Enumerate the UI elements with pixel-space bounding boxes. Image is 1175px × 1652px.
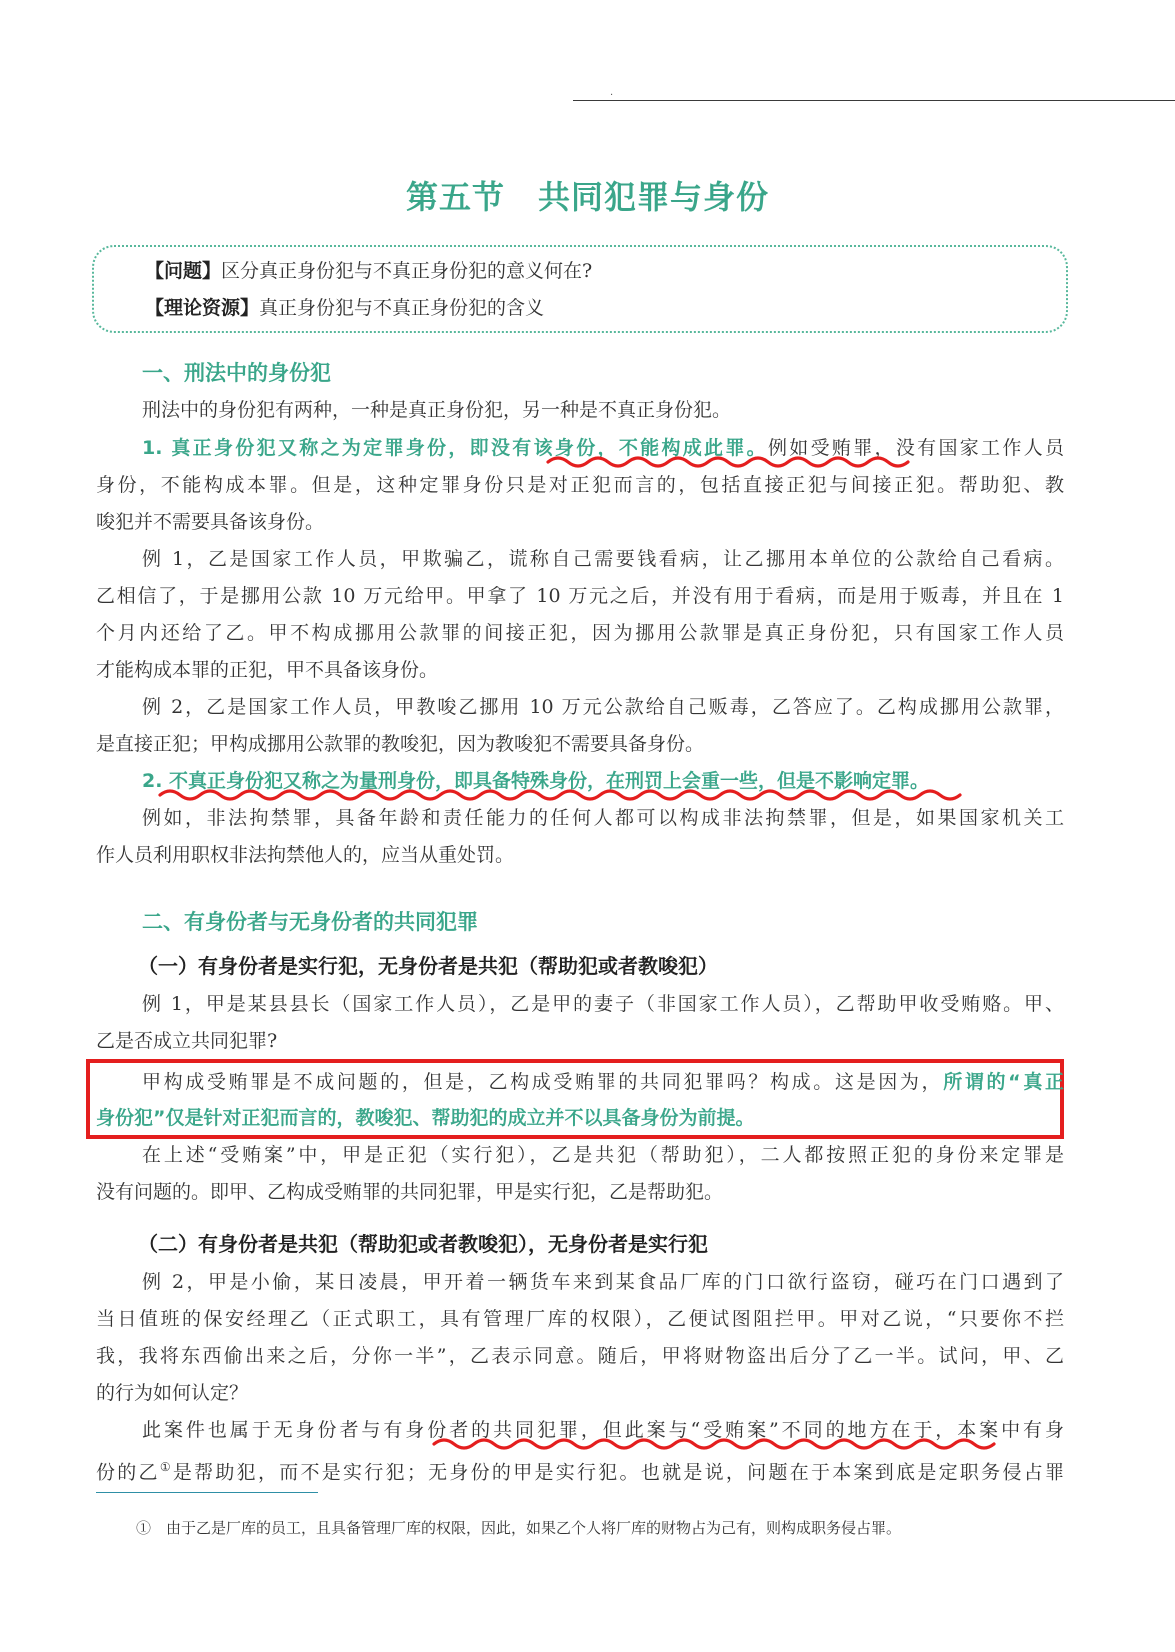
question-line [145,256,592,283]
point1-line3: 唆犯并不需要具备该身份。 [96,511,325,533]
para3-line2: 没有问题的。即甲、乙构成受贿罪的共同犯罪，甲是实行犯，乙是帮助犯。 [96,1181,724,1203]
point1-line2: 身份，不能构成本罪。但是，这种定罪身份只是对正犯而言的，包括直接正犯与间接正犯。帮助犯、教 [96,474,1064,496]
ex1-line1: 例 1，乙是国家工作人员，甲欺骗乙，谎称自己需要钱看病，让乙挪用本单位的公款给自己看病。 [142,548,1064,570]
section1-intro: 刑法中的身份犯有两种，一种是真正身份犯，另一种是不真正身份犯。 [142,399,732,421]
ex2-line2: 是直接正犯；甲构成挪用公款罪的教唆犯，因为教唆犯不需要具备身份。 [96,733,705,755]
point2-ex-line2: 作人员利用职权非法拘禁他人的，应当从重处罚。 [96,844,515,866]
resource-line [145,293,544,320]
question-label: 【问题】 [145,260,222,282]
s2-ex2-line1: 例 2，甲是小偷，某日凌晨，甲开着一辆货车来到某食品厂库的门口欲行盗窃，碰巧在门口遇到了 [142,1271,1064,1293]
final-line1: 此案件也属于无身份者与有身份者的共同犯罪，但此案与“受贿案”不同的地方在于，本案中有身 [142,1419,1064,1441]
answer-black: 甲构成受贿罪是不成问题的，但是，乙构成受贿罪的共同犯罪吗？构成。这是因为， [142,1071,944,1093]
answer-green2: 身份犯”仅是针对正犯而言的，教唆犯、帮助犯的成立并不以具备身份为前提。 [96,1107,755,1129]
ex1-line3: 个月内还给了乙。甲不构成挪用公款罪的间接正犯，因为挪用公款罪是真正身份犯，只有国家工作人员 [96,622,1064,644]
header-mark: · [610,90,614,101]
resource-label: 【理论资源】 [145,297,260,319]
point1-line1 [142,436,1064,460]
header-rule [573,100,1175,101]
ex1-line4: 才能构成本罪的正犯，甲不具备该身份。 [96,659,439,681]
footnote-rule [96,1492,318,1493]
s2-ex1-line1: 例 1，甲是某县县长（国家工作人员），乙是甲的妻子（非国家工作人员），乙帮助甲收受贿赂。甲、 [142,993,1064,1015]
para3-line1: 在上述“受贿案”中，甲是正犯（实行犯），乙是共犯（帮助犯），二人都按照正犯的身份来定罪是 [142,1144,1064,1166]
ex2-line1: 例 2，乙是国家工作人员，甲教唆乙挪用 10 万元公款给自己贩毒，乙答应了。乙构成挪用公款罪， [142,696,1064,718]
section1-heading: 一、刑法中的身份犯 [142,361,331,385]
point1-green: 1. 真正身份犯又称之为定罪身份，即没有该身份，不能构成此罪。 [142,437,768,459]
s2-ex2-line3: 我，我将东西偷出来之后，分你一半”，乙表示同意。随后，甲将财物盗出后分了乙一半。试问，甲、乙 [96,1345,1064,1367]
final-line2 [96,1455,1064,1484]
s2-ex1-line2: 乙是否成立共同犯罪? [96,1030,278,1052]
subsection1-heading: （一）有身份者是实行犯，无身份者是共犯（帮助犯或者教唆犯） [138,954,718,978]
question-text: 区分真正身份犯与不真正身份犯的意义何在? [221,260,593,282]
subsection2-heading: （二）有身份者是共犯（帮助犯或者教唆犯），无身份者是实行犯 [138,1232,708,1256]
point1-rest: 例如受贿罪，没有国家工作人员 [767,437,1064,459]
final-text-b: 是帮助犯，而不是实行犯；无身份的甲是实行犯。也就是说，问题在于本案到底是定职务侵占罪 [172,1461,1064,1484]
section2-heading: 二、有身份者与无身份者的共同犯罪 [142,910,478,934]
s2-ex2-line2: 当日值班的保安经理乙（正式职工，具有管理厂库的权限），乙便试图阻拦甲。甲对乙说，“只要你不拦 [96,1308,1064,1330]
footnote: ① 由于乙是厂库的员工，且具备管理厂库的权限，因此，如果乙个人将厂库的财物占为己有，则构成职务侵占罪。 [136,1519,902,1537]
section-title: 第五节 共同犯罪与身份 [405,178,769,216]
footnote-ref: ① [159,1460,173,1474]
point2-ex-line1: 例如，非法拘禁罪，具备年龄和责任能力的任何人都可以构成非法拘禁罪，但是，如果国家机关工 [142,807,1064,829]
answer-line1 [142,1070,1064,1094]
point2-green: 2. 不真正身份犯又称之为量刑身份，即具备特殊身份，在刑罚上会重一些，但是不影响定罪。 [142,770,930,792]
ex1-line2: 乙相信了，于是挪用公款 10 万元给甲。甲拿了 10 万元之后，并没有用于看病，而是用于贩毒，并且在 1 [96,585,1064,607]
s2-ex2-line4: 的行为如何认定？ [96,1382,249,1404]
answer-green1: 所谓的“真正 [943,1071,1064,1093]
final-text-a: 份的乙 [96,1461,160,1484]
resource-text: 真正身份犯与不真正身份犯的含义 [259,297,545,319]
